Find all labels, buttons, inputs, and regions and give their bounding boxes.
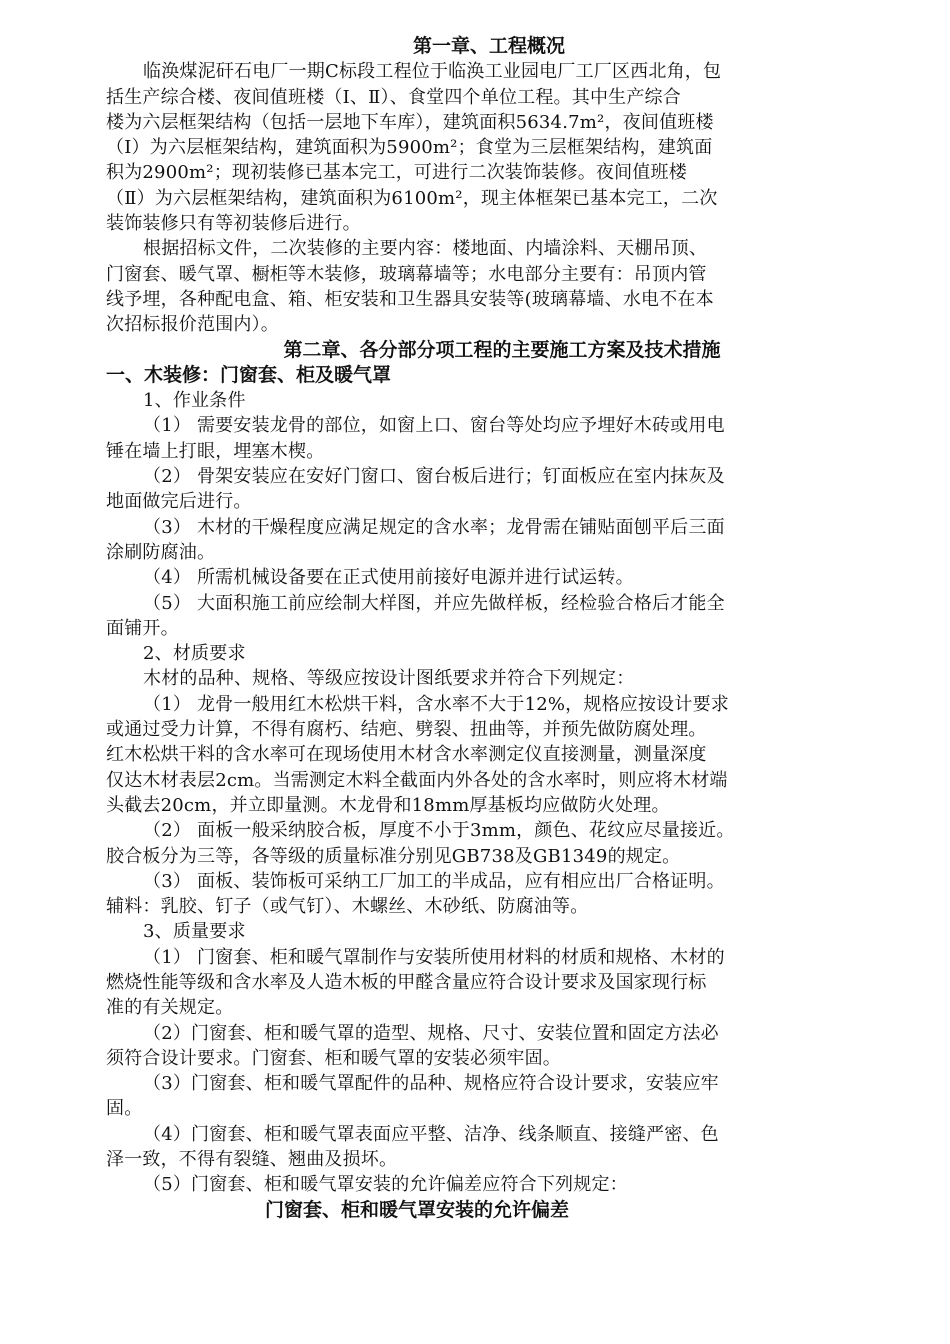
subsection-heading: 1、作业条件 (143, 390, 246, 412)
paragraph-line: 头截去20cm，并立即量测。木龙骨和18mm厚基板均应做防火处理。 (106, 794, 670, 816)
paragraph-line: 地面做完后进行。 (106, 491, 252, 513)
paragraph-line: （3） 木材的干燥程度应满足规定的含水率；龙骨需在铺贴面刨平后三面 (143, 516, 725, 538)
paragraph-line: （1） 门窗套、柜和暖气罩制作与安装所使用材料的材质和规格、木材的 (143, 946, 725, 968)
paragraph-line: 泽一致，不得有裂缝、翘曲及损坏。 (106, 1149, 398, 1171)
paragraph-line: （4） 所需机械设备要在正式使用前接好电源并进行试运转。 (143, 567, 634, 589)
paragraph-line: （Ⅰ）为六层框架结构，建筑面积为5900m²；食堂为三层框架结构，建筑面 (106, 137, 713, 159)
paragraph-line: （2）门窗套、柜和暖气罩的造型、规格、尺寸、安装位置和固定方法必 (143, 1022, 719, 1044)
paragraph-line: （1） 需要安装龙骨的部位，如窗上口、窗台等处均应予埋好木砖或用电 (143, 415, 725, 437)
paragraph-line: 红木松烘干料的含水率可在现场使用木材含水率测定仪直接测量，测量深度 (106, 744, 707, 766)
paragraph-line: 须符合设计要求。门窗套、柜和暖气罩的安装必须牢固。 (106, 1047, 561, 1069)
paragraph-line: 积为2900m²；现初装修已基本完工，可进行二次装饰装修。夜间值班楼 (106, 162, 687, 184)
paragraph-line: 燃烧性能等级和含水率及人造木板的甲醛含量应符合设计要求及国家现行标 (106, 971, 707, 993)
paragraph-line: 辅料：乳胶、钉子（或气钉）、木螺丝、木砂纸、防腐油等。 (106, 896, 589, 918)
paragraph-line: 楼为六层框架结构（包括一层地下车库），建筑面积5634.7m²，夜间值班楼 (106, 111, 714, 133)
paragraph-line: （2） 面板一般采纳胶合板，厚度不小于3mm，颜色、花纹应尽量接近。 (143, 820, 735, 842)
chapter-2-title: 第二章、各分部分项工程的主要施工方案及技术措施 (283, 338, 721, 361)
paragraph-line: （4）门窗套、柜和暖气罩表面应平整、洁净、线条顺直、接缝严密、色 (143, 1123, 719, 1145)
paragraph-line: 根据招标文件，二次装修的主要内容：楼地面、内墙涂料、天棚吊顶、 (143, 238, 708, 260)
subsection-heading: 2、材质要求 (143, 643, 246, 665)
chapter-1-title: 第一章、工程概况 (412, 35, 565, 57)
paragraph-line: 涂刷防腐油。 (106, 541, 216, 563)
paragraph-line: （Ⅱ）为六层框架结构，建筑面积为6100m²，现主体框架已基本完工，二次 (106, 187, 718, 209)
paragraph-line: （3） 面板、装饰板可采纳工厂加工的半成品，应有相应出厂合格证明。 (143, 870, 725, 892)
table-title: 门窗套、柜和暖气罩安装的允许偏差 (265, 1198, 570, 1221)
paragraph-line: 面铺开。 (106, 617, 179, 639)
paragraph-line: 锤在墙上打眼，埋塞木楔。 (106, 440, 325, 462)
paragraph-line: 固。 (106, 1098, 143, 1120)
document-body (106, 34, 854, 1223)
paragraph-line: 装饰装修只有等初装修后进行。 (106, 213, 361, 235)
paragraph-line: 临涣煤泥矸石电厂一期C标段工程位于临涣工业园电厂工厂区西北角，包 (143, 61, 722, 83)
subsection-heading: 3、质量要求 (143, 921, 246, 943)
paragraph-line: 或通过受力计算，不得有腐朽、结疤、劈裂、扭曲等，并预先做防腐处理。 (106, 719, 707, 741)
paragraph-line: （2） 骨架安装应在安好门窗口、窗台板后进行；钉面板应在室内抹灰及 (143, 466, 725, 488)
paragraph-line: 胶合板分为三等，各等级的质量标准分别见GB738及GB1349的规定。 (106, 845, 681, 867)
paragraph-line: （5） 大面积施工前应绘制大样图，并应先做样板，经检验合格后才能全 (143, 592, 725, 614)
paragraph-line: 次招标报价范围内）。 (106, 314, 279, 336)
paragraph-line: 准的有关规定。 (106, 997, 234, 1019)
paragraph-line: （5）门窗套、柜和暖气罩安装的允许偏差应符合下列规定： (143, 1174, 628, 1196)
paragraph-line: （3）门窗套、柜和暖气罩配件的品种、规格应符合设计要求，安装应牢 (143, 1073, 719, 1095)
section-1-title: 一、木装修：门窗套、柜及暖气罩 (106, 363, 392, 386)
paragraph-line: （1） 龙骨一般用红木松烘干料，含水率不大于12%，规格应按设计要求 (143, 693, 729, 715)
paragraph-line: 木材的品种、规格、等级应按设计图纸要求并符合下列规定： (143, 668, 635, 690)
paragraph-line: 线予埋，各种配电盒、箱、柜安装和卫生器具安装等(玻璃幕墙、水电不在本 (106, 288, 714, 310)
paragraph-line: 门窗套、暖气罩、橱柜等木装修，玻璃幕墙等；水电部分主要有：吊顶内管 (106, 263, 707, 285)
paragraph-line: 括生产综合楼、夜间值班楼（Ⅰ、Ⅱ）、食堂四个单位工程。其中生产综合 (106, 86, 681, 108)
paragraph-line: 仅达木材表层2cm。当需测定木料全截面内外各处的含水率时，则应将木材端 (106, 769, 728, 791)
